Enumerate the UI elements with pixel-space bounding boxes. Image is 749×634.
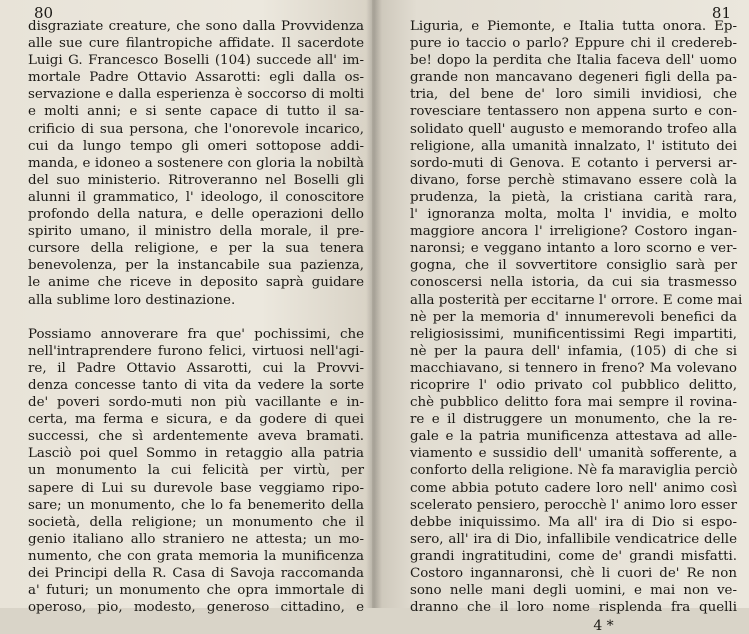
text-line: viamento e sussidio dell' umanità sofferente, a <box>410 446 737 462</box>
text-line: macchiavano, si tennero in freno? Ma volevano <box>410 360 737 376</box>
text-line: debbe iniquissimo. Ma all' ira di Dio si espo- <box>410 514 737 530</box>
text-line: divano, forse perchè stimavano essere colà la <box>410 172 737 188</box>
text-line: e molti anni; e si sente capace di tutto il sa- <box>28 104 364 120</box>
text-line <box>28 309 364 326</box>
text-line: pure io taccio o parlo? Eppure chi il credereb- <box>410 36 737 52</box>
text-line: sordo-muti di Genova. E cotanto i perversi ar- <box>410 155 737 171</box>
text-line: disgraziate creature, che sono dalla Provvidenza <box>28 19 364 34</box>
page-number: 80 <box>34 4 54 22</box>
text-line: Costoro ingannaronsi, chè li cuori de' Re non <box>410 566 737 581</box>
text-line: cursore della religione, e per la sua tenera <box>28 241 364 257</box>
text-line: dei Principi della R. Casa di Savoja raccomanda <box>28 566 364 581</box>
text-line: maggiore ancora l' irreligione? Costoro ingan- <box>410 224 737 240</box>
text-line: nè per la paura dell' infamia, (105) di che si <box>410 343 737 359</box>
text-line: Possiamo annoverare fra que' pochissimi, che <box>28 326 364 342</box>
text-line: servazione e dalla esperienza è soccorso di molti <box>28 87 364 103</box>
text-line: ricoprire l' odio privato col pubblico delitto, <box>410 377 737 393</box>
text-line: solidato quell' augusto e memorando trofeo alla <box>410 121 737 137</box>
text-line: nell'intraprendere furono felici, virtuosi nell'agi- <box>28 343 364 359</box>
text-line: Luigi G. Francesco Boselli (104) succede all' im- <box>28 53 364 69</box>
text-line: sero, all' ira di Dio, infallibile vendicatrice delle <box>410 531 737 547</box>
page-number: 81 <box>711 4 731 22</box>
text-block <box>28 18 364 616</box>
text-line: conforto della religione. Nè fa maraviglia perciò <box>410 463 738 479</box>
signature-mark: 4 * <box>593 618 614 634</box>
text-line: spirito umano, il ministro della morale, il pre- <box>28 224 364 240</box>
text-line: cui da lungo tempo gli omeri sottopose addi- <box>28 138 364 154</box>
text-line: religiosissimi, munificentissimi Regi impartiti, <box>410 326 737 342</box>
text-line: naronsi; e veggano intanto a loro scorno e ver- <box>410 241 737 257</box>
text-line: società, della religione; un monumento che il <box>28 514 364 530</box>
text-line: dranno che il loro nome risplenda fra quelli <box>410 600 737 616</box>
text-line: Liguria, e Piemonte, e Italia tutta onora. Ep- <box>410 19 737 34</box>
text-line: alle sue cure filantropiche affidate. Il sacerdote <box>28 36 364 52</box>
text-line: gogna, che il sovvertitore consiglio sarà per <box>410 258 737 274</box>
text-line: crificio di sua persona, che l'onorevole incarico, <box>28 121 364 137</box>
text-line: un monumento la cui felicità per virtù, per <box>28 463 364 479</box>
text-line: l' ignoranza molta, molta l' invidia, e molto <box>410 207 737 223</box>
text-line: sono nelle mani degli uomini, e mai non ve- <box>410 583 737 599</box>
left-page <box>0 0 372 616</box>
text-line: rovesciare tentassero non appena surto e con- <box>410 104 737 120</box>
text-line: scelerato pensiero, perocchè l' animo loro esser <box>410 497 737 513</box>
text-line: re, il Padre Ottavio Assarotti, cui la Provvi- <box>28 360 364 376</box>
text-line: numento, che con grata memoria la munificenza <box>28 548 364 564</box>
text-line: alunni il grammatico, l' ideologo, il conoscitore <box>28 189 364 205</box>
text-line: be! dopo la perdita che Italia faceva dell' uomo <box>410 53 737 69</box>
text-line: grandi ingratitudini, come de' grandi misfatti. <box>410 548 737 564</box>
text-line: operoso, pio, modesto, generoso cittadino, e <box>28 600 364 616</box>
text-line: a' futuri; un monumento che opra immortale di <box>28 583 364 599</box>
text-line: gale e la patria munificenza attestava ad alle- <box>410 429 737 445</box>
text-line: certa, ma ferma e sicura, e da godere di quei <box>28 412 364 428</box>
text-line: conoscersi nella istoria, da cui sia trasmesso <box>410 275 737 291</box>
text-line: prudenza, la pietà, la cristiana carità rara, <box>410 189 737 205</box>
text-line: alla sublime loro destinazione. <box>28 292 236 308</box>
text-line: religione, alla umanità innalzato, l' istituto dei <box>410 138 737 154</box>
text-line: mortale Padre Ottavio Assarotti: egli dalla os- <box>28 70 364 86</box>
text-line: le anime che riceve in deposito saprà guidare <box>28 275 364 291</box>
text-line: benevolenza, per la instancabile sua pazienza, <box>28 258 364 274</box>
text-block <box>410 18 743 616</box>
right-page <box>372 0 749 634</box>
text-line: Lasciò poi quel Sommo in retaggio alla patria <box>28 446 364 462</box>
text-line: chè pubblico delitto fora mai sempre il rovina- <box>410 395 737 411</box>
text-line: del suo ministerio. Ritroveranno nel Boselli gli <box>28 172 364 188</box>
text-line: manda, e idoneo a sostenere con gloria la nobiltà <box>28 155 364 171</box>
text-line: tria, del bene de' loro simili invidiosi, che <box>410 87 737 103</box>
text-line: re e il distruggere un monumento, che la re- <box>410 412 737 428</box>
text-line: come abbia potuto cadere loro nell' animo così <box>410 480 737 496</box>
text-line: grande non mancavano degeneri figli della pa- <box>410 70 737 86</box>
text-line: sare; un monumento, che lo fa benemerito della <box>28 497 364 513</box>
text-line: de' poveri sordo-muti non più vacillante e in- <box>28 395 364 411</box>
text-line: alla posterità per eccitarne l' orrore. E come mai <box>410 292 743 308</box>
text-line: profondo della natura, e delle operazioni dello <box>28 207 364 223</box>
text-line: denza concesse tanto di vita da vedere la sorte <box>28 377 364 393</box>
book-gutter <box>366 0 382 608</box>
text-line: sapere di Lui su durevole base veggiamo ripo- <box>28 480 364 496</box>
text-line: genio italiano allo straniero ne attesta; un mo- <box>28 531 364 547</box>
text-line: nè per la memoria d' innumerevoli benefici da <box>410 309 737 325</box>
text-line: successi, che sì ardentemente aveva bramati. <box>28 429 364 445</box>
